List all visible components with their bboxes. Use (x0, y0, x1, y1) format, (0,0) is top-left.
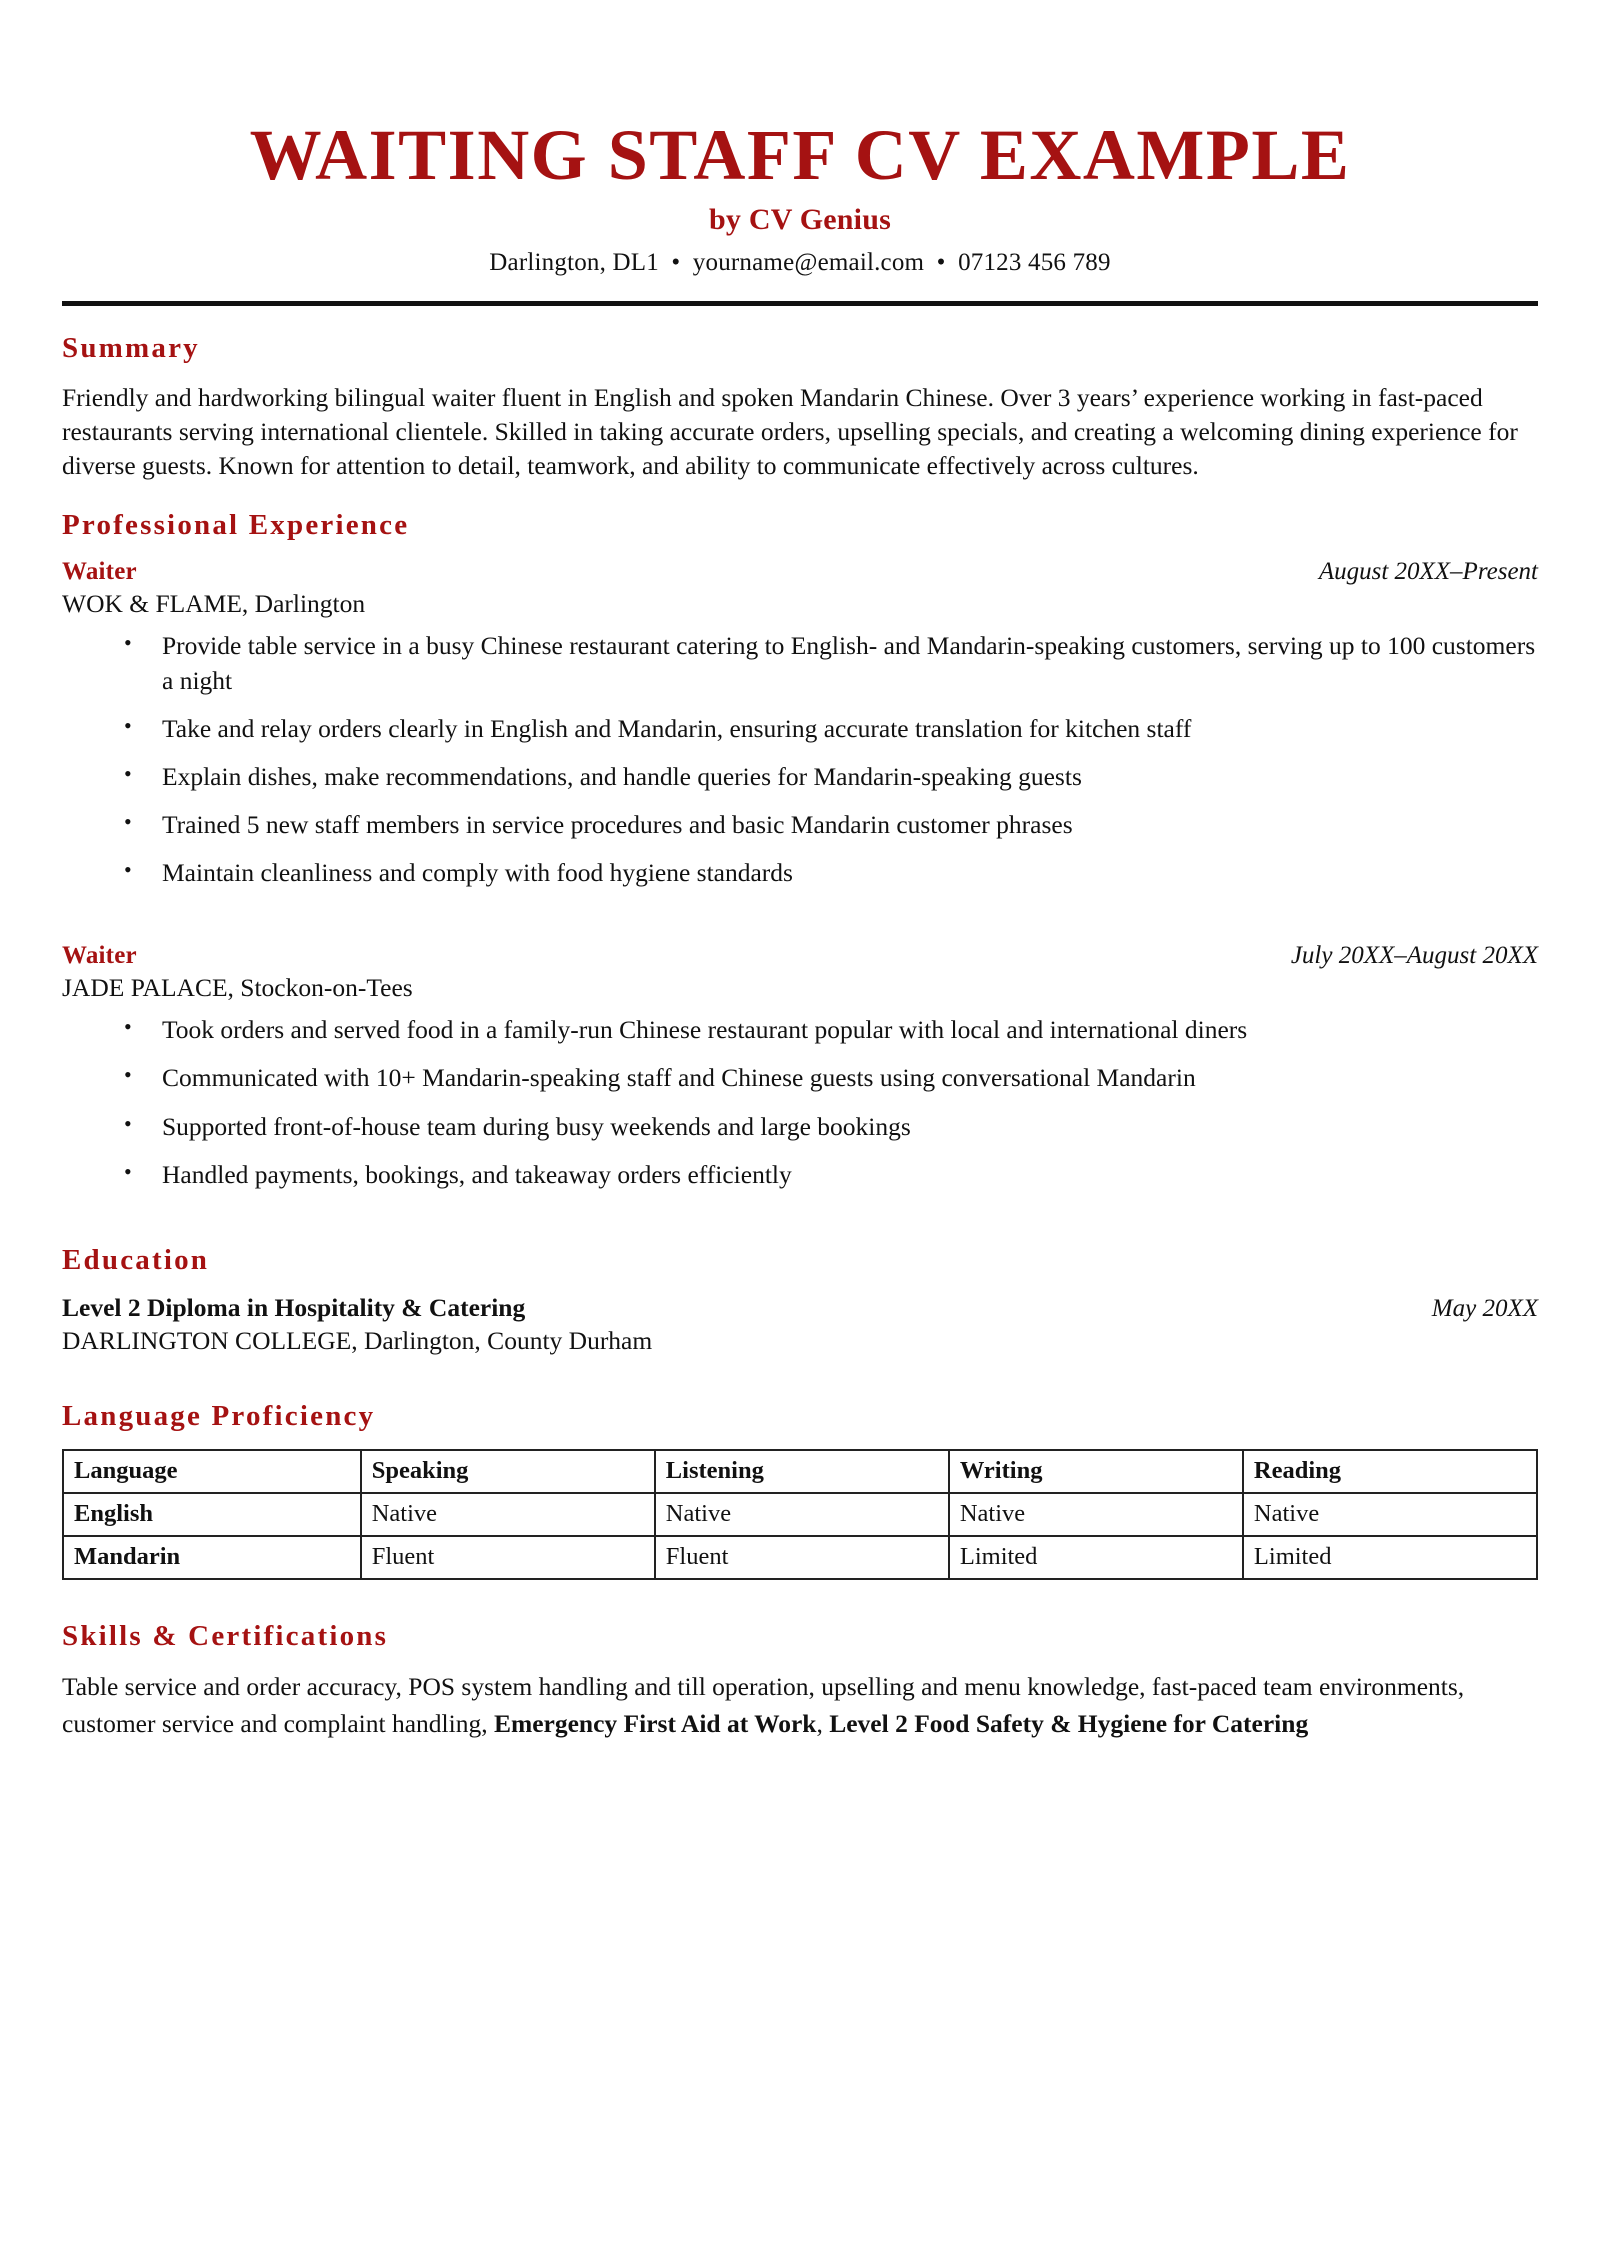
section-summary (62, 332, 1538, 483)
table-cell-listening: Native (655, 1493, 949, 1536)
education-date: May 20XX (1431, 1294, 1538, 1322)
column-header-writing: Writing (949, 1450, 1243, 1493)
contact-email[interactable]: yourname@email.com (692, 248, 925, 276)
job-title: Waiter (62, 942, 137, 970)
education-entry-header (62, 1293, 1538, 1323)
table-cell-reading: Limited (1243, 1536, 1537, 1579)
section-heading-summary: Summary (62, 331, 200, 364)
list-item: • Handled payments, bookings, and takeaway orders efficiently (124, 1158, 1538, 1192)
list-item: • Trained 5 new staff members in service procedures and basic Mandarin customer phrases (124, 808, 1538, 842)
table-cell-listening: Fluent (655, 1536, 949, 1579)
cv-header (62, 115, 1538, 306)
table-head (63, 1450, 1537, 1493)
column-header-speaking: Speaking (361, 1450, 655, 1493)
list-item: • Supported front-of-house team during busy weekends and large bookings (124, 1110, 1538, 1144)
job-date: August 20XX–Present (1318, 558, 1538, 586)
table-header-row (63, 1450, 1537, 1493)
column-header-language: Language (63, 1450, 361, 1493)
section-heading-education: Education (62, 1243, 210, 1276)
education-entry (62, 1293, 1538, 1356)
section-heading-skills: Skills & Certifications (62, 1619, 389, 1652)
experience-entry-header (62, 558, 1538, 586)
job-employer: JADE PALACE, Stockon-on-Tees (62, 973, 413, 1003)
cv-byline: by CV Genius (709, 202, 891, 236)
list-item: • Take and relay orders clearly in English and Mandarin, ensuring accurate translation for kitchen staff (124, 712, 1538, 746)
job-title: Waiter (62, 558, 137, 586)
job-date: July 20XX–August 20XX (1290, 942, 1538, 970)
table-cell-writing: Limited (949, 1536, 1243, 1579)
contact-phone: 07123 456 789 (958, 248, 1111, 276)
table-body (63, 1493, 1537, 1579)
section-experience (62, 509, 1538, 1192)
experience-entry-header (62, 942, 1538, 970)
job-bullet-list (62, 1013, 1538, 1192)
section-skills (62, 1620, 1538, 1743)
list-item: • Provide table service in a busy Chinese restaurant catering to English- and Mandarin-speaking customers, serving up to 100 customers a night (124, 629, 1538, 697)
summary-text: Friendly and hardworking bilingual waiter fluent in English and spoken Mandarin Chinese. Over 3 years’ experience working in fast-paced restaurants serving international clientele. Skilled in taking accurate orders, upselling specials, and creating a welcoming dining experience for diverse guests. Known for attention to detail, teamwork, and ability to communicate effectively across cultures. (62, 382, 1518, 481)
contact-separator-2: • (936, 248, 946, 276)
list-item: • Maintain cleanliness and comply with food hygiene standards (124, 856, 1538, 890)
column-header-listening: Listening (655, 1450, 949, 1493)
skills-plain-part-2: , (816, 1708, 830, 1738)
column-header-reading: Reading (1243, 1450, 1537, 1493)
table-cell-language: Mandarin (63, 1536, 361, 1579)
contact-separator-1: • (671, 248, 681, 276)
list-item: • Communicated with 10+ Mandarin-speaking staff and Chinese guests using conversational Mandarin (124, 1061, 1538, 1095)
table-cell-speaking: Native (361, 1493, 655, 1536)
education-degree: Level 2 Diploma in Hospitality & Catering (62, 1292, 526, 1322)
table-row (63, 1493, 1537, 1536)
job-employer: WOK & FLAME, Darlington (62, 589, 366, 619)
list-item: • Explain dishes, make recommendations, and handle queries for Mandarin-speaking guests (124, 760, 1538, 794)
page-title: WAITING STAFF CV EXAMPLE (249, 115, 1351, 195)
experience-entry (62, 558, 1538, 890)
language-proficiency-table (62, 1449, 1538, 1580)
certification-emergency-first-aid: Emergency First Aid at Work (493, 1708, 817, 1738)
section-heading-experience: Professional Experience (62, 509, 410, 542)
education-school: DARLINGTON COLLEGE, Darlington, County Durham (62, 1325, 653, 1355)
experience-entry (62, 942, 1538, 1192)
table-cell-language: English (63, 1493, 361, 1536)
section-language-proficiency (62, 1400, 1538, 1580)
contact-line (62, 249, 1538, 277)
certification-food-safety: Level 2 Food Safety & Hygiene for Catering (829, 1708, 1309, 1738)
section-heading-languages: Language Proficiency (62, 1399, 376, 1432)
contact-location: Darlington, DL1 (489, 248, 659, 276)
list-item: • Took orders and served food in a family-run Chinese restaurant popular with local and international diners (124, 1013, 1538, 1047)
table-cell-reading: Native (1243, 1493, 1537, 1536)
skills-text (62, 1669, 1538, 1743)
skills-plain-part-1: Table service and order accuracy, POS system handling and till operation, upselling and menu knowledge, fast-paced team environments, customer service and complaint handling, (62, 1671, 1465, 1738)
table-cell-writing: Native (949, 1493, 1243, 1536)
section-education (62, 1244, 1538, 1356)
table-row (63, 1536, 1537, 1579)
job-bullet-list (62, 629, 1538, 890)
table-cell-speaking: Fluent (361, 1536, 655, 1579)
